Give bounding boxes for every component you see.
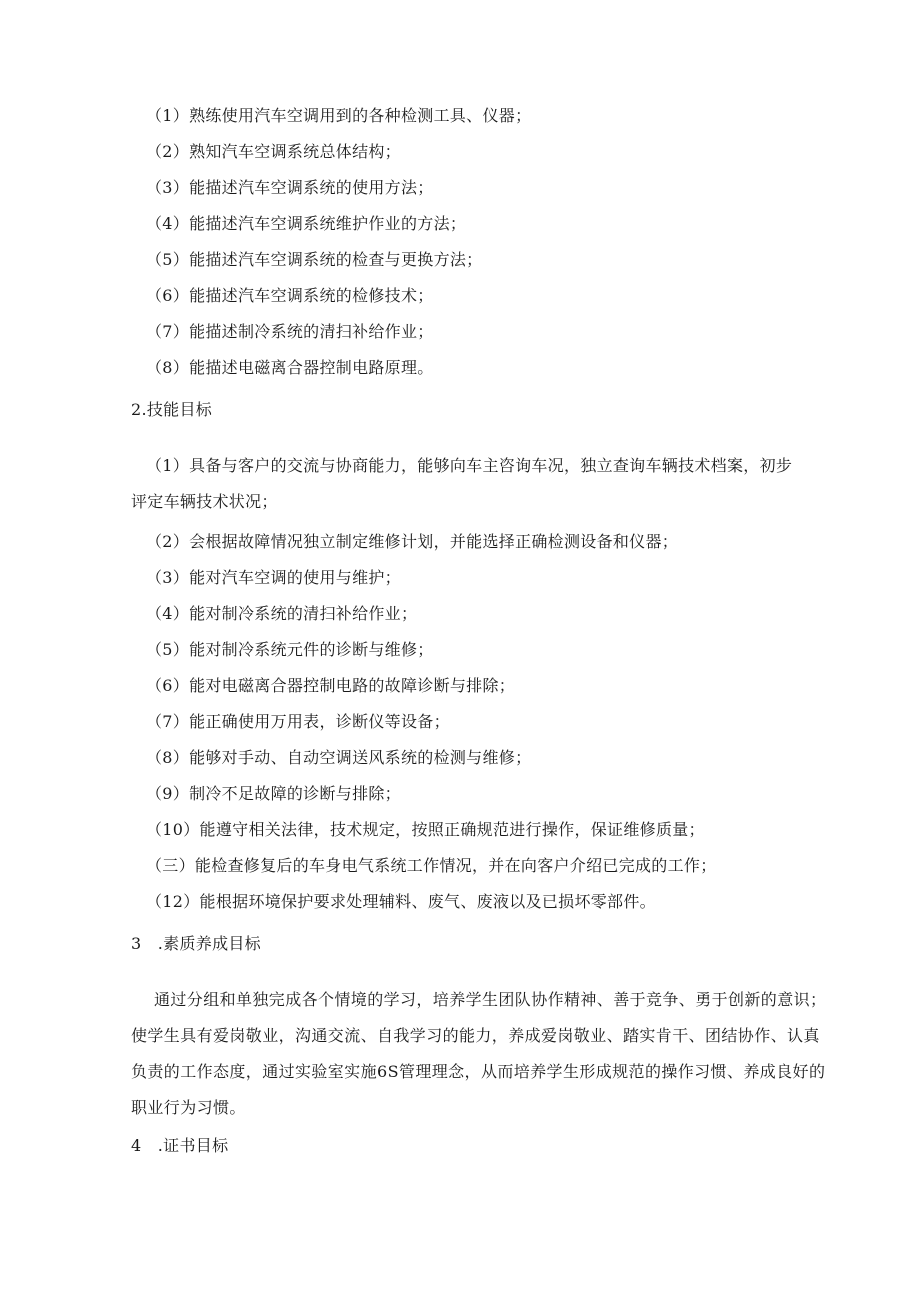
skill-item-4: （4）能对制冷系统的清扫补给作业； bbox=[146, 604, 418, 623]
skill-item-10: （10）能遵守相关法律，技术规定，按照正确规范进行操作，保证维修质量； bbox=[146, 820, 705, 839]
skill-item-2: （2）会根据故障情况独立制定维修计划，并能选择正确检测设备和仪器； bbox=[146, 532, 679, 551]
knowledge-item-6: （6）能描述汽车空调系统的检修技术； bbox=[146, 286, 434, 305]
knowledge-item-7: （7）能描述制冷系统的清扫补给作业； bbox=[146, 322, 434, 341]
cert-heading: 4 .证书目标 bbox=[131, 1136, 229, 1155]
knowledge-item-4: （4）能描述汽车空调系统维护作业的方法； bbox=[146, 214, 467, 233]
knowledge-item-5: （5）能描述汽车空调系统的检查与更换方法； bbox=[146, 250, 483, 269]
skill-item-1-line-1: （1）具备与客户的交流与协商能力，能够向车主咨询车况，独立查询车辆技术档案，初步 bbox=[146, 456, 793, 475]
skill-item-9: （9）制冷不足故障的诊断与排除； bbox=[146, 784, 401, 803]
knowledge-item-8: （8）能描述电磁离合器控制电路原理。 bbox=[146, 358, 434, 377]
quality-paragraph: 通过分组和单独完成各个情境的学习，培养学生团队协作精神、善于竞争、勇于创新的意识；使学生具有爱岗敬业，沟通交流、自我学习的能力，养成爱岗敬业、踏实肯干、团结协作、认真负责的工作态度，通过实验室实施6S管理理念，从而培养学生形成规范的操作习惯、养成良好的职业行为习惯。 bbox=[131, 990, 827, 1117]
knowledge-item-1: （1）熟练使用汽车空调用到的各种检测工具、仪器； bbox=[146, 106, 532, 125]
skill-item-7: （7）能正确使用万用表，诊断仪等设备； bbox=[146, 712, 450, 731]
skill-item-1-line-2: 评定车辆技术状况； bbox=[131, 492, 278, 511]
knowledge-item-2: （2）熟知汽车空调系统总体结构； bbox=[146, 142, 401, 161]
skill-item-12: （12）能根据环境保护要求处理辅料、废气、废液以及已损坏零部件。 bbox=[146, 892, 656, 911]
quality-heading: 3 .素质养成目标 bbox=[131, 934, 261, 953]
skill-item-5: （5）能对制冷系统元件的诊断与维修； bbox=[146, 640, 434, 659]
skill-item-6: （6）能对电磁离合器控制电路的故障诊断与排除； bbox=[146, 676, 516, 695]
skill-heading: 2.技能目标 bbox=[131, 400, 213, 419]
skill-item-11: （三）能检查修复后的车身电气系统工作情况，并在向客户介绍已完成的工作； bbox=[146, 856, 717, 875]
skill-item-3: （3）能对汽车空调的使用与维护； bbox=[146, 568, 401, 587]
skill-item-8: （8）能够对手动、自动空调送风系统的检测与维修； bbox=[146, 748, 532, 767]
knowledge-item-3: （3）能描述汽车空调系统的使用方法； bbox=[146, 178, 434, 197]
